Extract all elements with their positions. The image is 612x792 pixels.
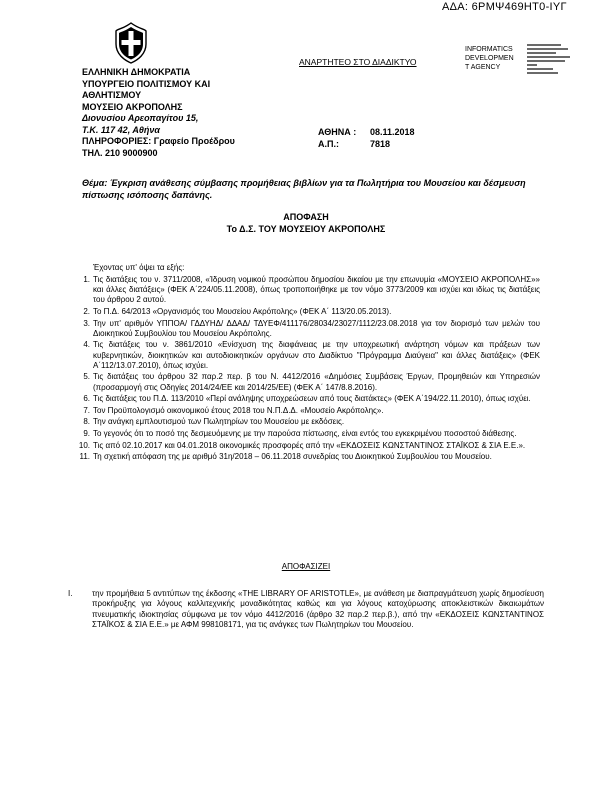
decision-title: ΑΠΟΦΑΣΗ [283,212,329,222]
header-line: ΤΗΛ. 210 9000900 [82,147,158,158]
list-item: 11. Τη σχετική απόφαση της με αριθμό 31η/2018 – 06.11.2018 συνεδρίας του Διοικητικού Συμβουλίου του Μουσείου. [79,452,492,462]
header-line: ΕΛΛΗΝΙΚΗ ΔΗΜΟΚΡΑΤΙΑ [82,67,191,77]
header-line: Διονυσίου Αρεοπαγίτου 15, [82,113,199,123]
decides-heading: ΑΠΟΦΑΣΙΖΕΙ [281,562,331,571]
considerations-intro: Έχοντας υπ' όψει τα εξής: [93,263,185,272]
date-value: 08.11.2018 [370,127,415,137]
protocol-value: 7818 [370,138,391,149]
list-item: 9. Το γεγονός ότι το ποσό της δεσμευόμενης με την παρούσα πίστωσης, είναι εντός του εγκεκριμένου ποσοστού διάθεσης. [83,428,517,438]
list-item: 2. Το Π.Δ. 64/2013 «Οργανισμός του Μουσείου Ακρόπολης» (ΦΕΚ Α΄ 113/20.05.2013). [83,307,392,316]
clause-number: I. [68,589,73,598]
decision-subtitle: Το Δ.Σ. ΤΟΥ ΜΟΥΣΕΙΟΥ ΑΚΡΟΠΟΛΗΣ [226,224,386,234]
posting-notice: ΑΝΑΡΤΗΤΕΟ ΣΤΟ ΔΙΑΔΙΚΤΥΟ [299,57,417,67]
list-item: 3. Την υπ' αριθμόν ΥΠΠΟΑ/ ΓΔΔΥΗΔ/ ΔΔΑΔ/ ΤΔΥΕΦ/411176/28034/23027/1112/23.08.2018 για τον διορισμό των μελών του Διοικητικού Συμβουλίου του Μουσείου Ακρόπολης. [83,318,540,338]
date-protocol-block [318,127,415,150]
informatics-agency-fine-print [527,44,575,76]
header-line: Τ.Κ. 117 42, Αθήνα [82,124,160,135]
header-line: ΥΠΟΥΡΓΕΙΟ ΠΟΛΙΤΙΣΜΟΥ ΚΑΙ [82,78,211,89]
list-item: 5. Τις διατάξεις του άρθρου 32 παρ.2 περ. β του Ν. 4412/2016 «Δημόσιες Συμβάσεις Έργων, Προμηθειών και Υπηρεσιών (προσαρμογή στις Οδηγίες 2014/24/ΕΕ και 2014/25/ΕΕ) (ΦΕΚ Α΄ 147/8.8.2016). [83,372,540,392]
header-line: ΠΛΗΡΟΦΟΡΙΕΣ: Γραφείο Προέδρου [82,136,235,146]
informatics-agency-logo: INFORMATICS DEVELOPMEN T AGENCY [465,46,514,71]
protocol-label: Α.Π.: [318,138,339,149]
list-item: 7. Τον Προϋπολογισμό οικονομικού έτους 2018 του Ν.Π.Δ.Δ. «Μουσείο Ακρόπολης». [83,405,384,415]
header-line: ΑΘΛΗΤΙΣΜΟΥ [82,90,142,100]
list-item: 1. Τις διατάξεις του ν. 3711/2008, «Ίδρυση νομικού προσώπου δημοσίου δικαίου με την επωνυμία «ΜΟΥΣΕΙΟ ΑΚΡΟΠΟΛΗΣ»» και άλλες διατάξεις» (ΦΕΚ Α΄224/05.11.2008), όπως τροποποιήθηκε με τον νόμο 3773/2009 και ισχύει και ιδίως τις διατάξεις του άρθρου 2 αυτού. [83,275,540,305]
subject: Θέμα: Έγκριση ανάθεσης σύμβασης προμήθειας βιβλίων για τα Πωλητήρια του Μουσείου και δέσμευση πίστωσης ισόποσης δαπάνης. [82,178,526,200]
decision-heading [0,211,612,235]
greek-emblem-icon [113,22,149,64]
list-item: 8. Την ανάγκη εμπλουτισμού των Πωλητηρίων του Μουσείου με εκδόσεις. [83,417,345,427]
list-item: 6. Τις διατάξεις του Π.Δ. 113/2010 «Περί ανάληψης υποχρεώσεων από τους διατάκτες» (ΦΕΚ Α΄194/22.11.2010), όπως ισχύει. [83,394,531,404]
considerations-list [78,275,540,464]
ada-number: ΑΔΑ: 6ΡΜΨ469ΗΤ0-ΙΥΓ [442,1,567,13]
decision-clause [68,589,544,631]
list-item: 10. Τις από 02.10.2017 και 04.01.2018 οικονομικές προσφορές από την «ΕΚΔΟΣΕΙΣ ΚΩΝΣΤΑΝΤΙΝΟΣ ΣΤΑΪΚΟΣ & ΣΙΑ Ε.Ε.». [78,440,526,450]
sender-header [82,67,235,159]
header-line: ΜΟΥΣΕΙΟ ΑΚΡΟΠΟΛΗΣ [82,101,183,112]
date-label: ΑΘΗΝΑ : [318,127,357,137]
list-item: 4. Τις διατάξεις του ν. 3861/2010 «Ενίσχυση της διαφάνειας με την υποχρεωτική ανάρτηση νόμων και πράξεων των κυβερνητικών, διοικητικών και αυτοδιοικητικών οργάνων στο Διαδίκτυο "Πρόγραμμα Διαύγεια" και άλλες διατάξεις» (ΦΕΚ Α΄112/13.07.2010), όπως ισχύει. [83,340,540,370]
clause-text: την προμήθεια 5 αντιτύπων της έκδοσης «THE LIBRARY OF ARISTOTLE», με ανάθεση με διαπραγμάτευση χωρίς δημοσίευση προκήρυξης για λόγους καλλιτεχνικής μοναδικότητας καθώς και για λόγους κατοχύρωσης αποκλειστικών δικαιωμάτων πνευματικής ιδιοκτησίας σύμφωνα με τον νόμο 4412/2016 (άρθρο 32 παρ.2 περ.β.), από την «ΕΚΔΟΣΕΙΣ ΚΩΝΣΤΑΝΤΙΝΟΣ ΣΤΑΪΚΟΣ & ΣΙΑ Ε.Ε.» με ΑΦΜ 998108171, για τις ανάγκες των Πωλητηρίων του Μουσείου. [92,589,544,630]
